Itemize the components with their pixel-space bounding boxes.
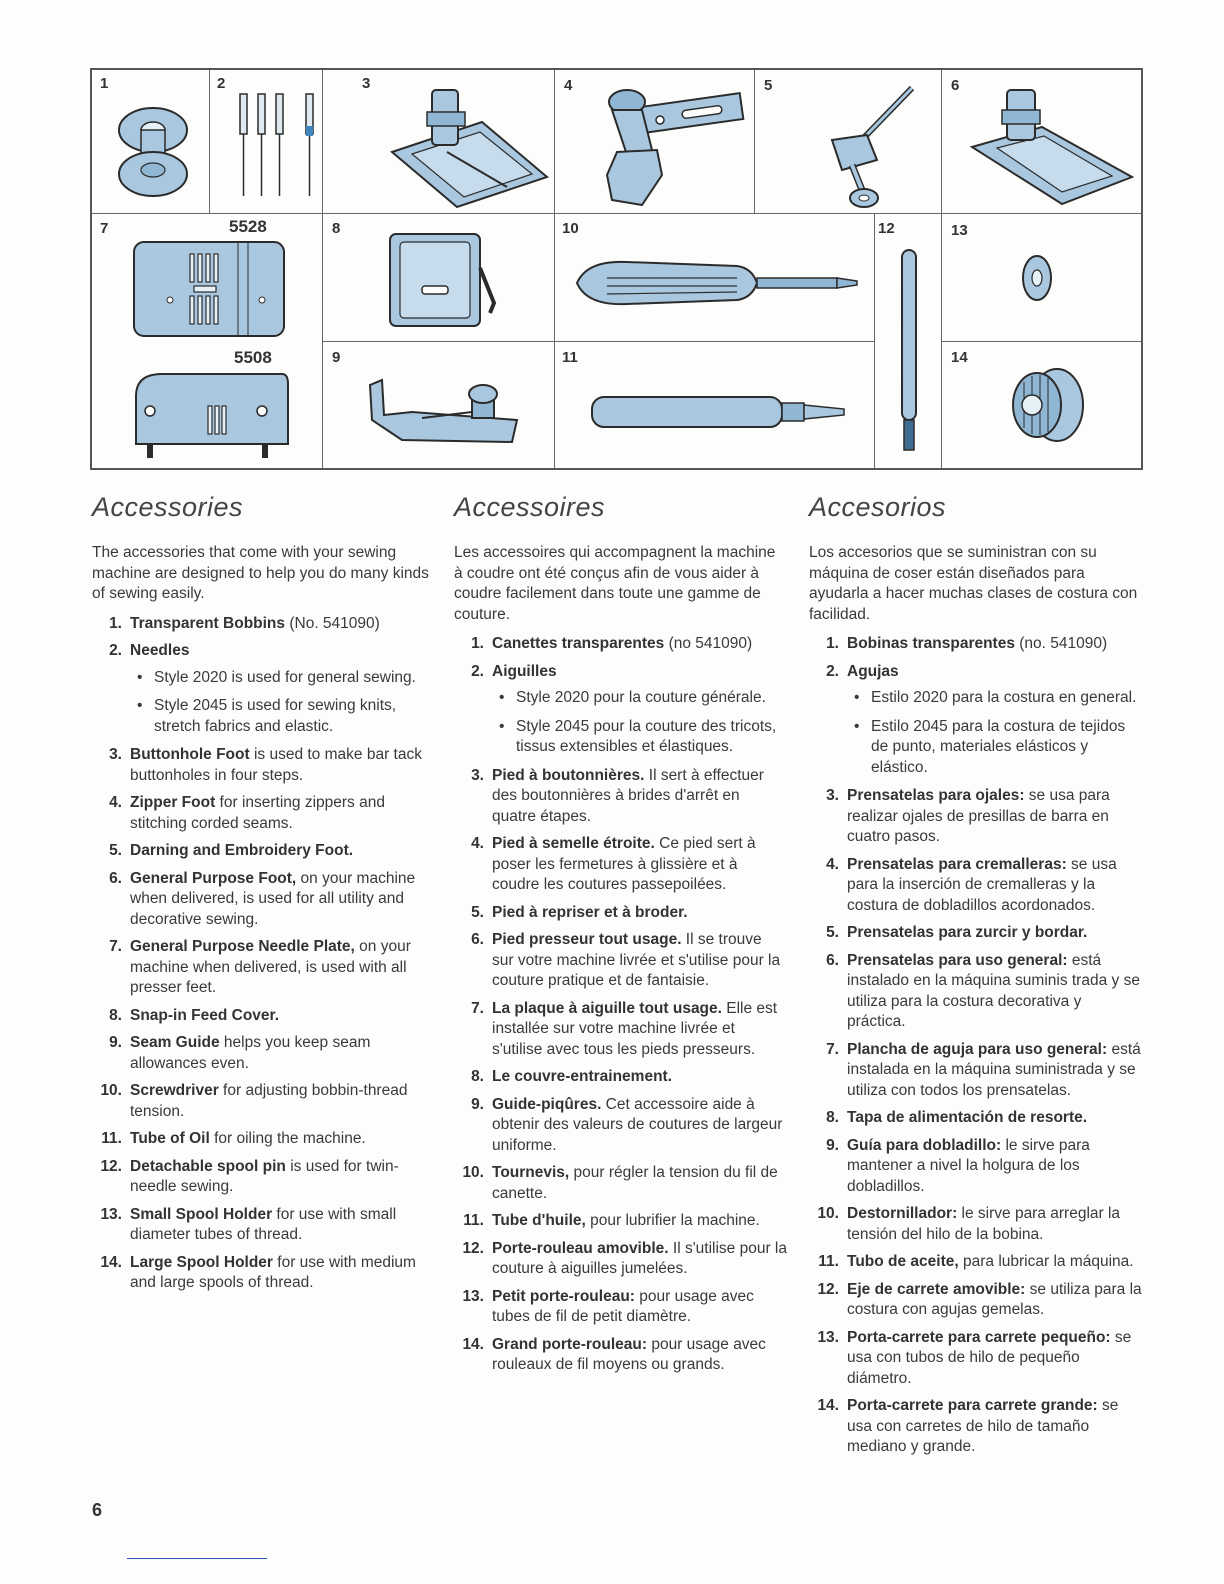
item-title: Small Spool Holder: [130, 1205, 273, 1223]
large-spool-holder-illustration: [1002, 360, 1092, 450]
needle-style-item: [130, 696, 429, 737]
screwdriver-illustration: [567, 248, 867, 318]
needle-style-list: [130, 668, 429, 738]
item-number: 7.: [471, 999, 484, 1017]
item-description: le sirve para arreglar la tensión del hilo de la bobina.: [847, 1205, 1121, 1243]
intro-paragraph: Los accesorios que se suministran con su máquina de coser están diseñados para ayudarla a hacer muchas clases de costura con facilidad.: [809, 544, 1138, 623]
item-number: 9.: [471, 1095, 484, 1113]
item-number: 7.: [826, 1040, 839, 1058]
item-number: 13.: [817, 1328, 839, 1346]
accessory-item: [809, 923, 1143, 944]
item-title: Prensatelas para zurcir y bordar.: [847, 924, 1088, 941]
accessory-item: [92, 1081, 429, 1122]
french-column: [454, 492, 787, 1383]
item-number-8: 8: [332, 220, 341, 237]
item-number: 4.: [109, 794, 122, 811]
item-description: on your machine when delivered, is used for all utility and decorative sewing.: [130, 869, 416, 928]
needle-style-list: [847, 688, 1143, 778]
item-number: 13.: [462, 1287, 484, 1305]
item-number-9: 9: [332, 349, 341, 366]
accessory-item: [809, 1204, 1143, 1245]
item-title: Porta-carrete para carrete pequeño:: [847, 1328, 1111, 1346]
accessory-item: [809, 1108, 1143, 1129]
item-description: is used to make bar tack buttonholes in four steps.: [130, 746, 422, 784]
item-title: Prensatelas para ojales:: [847, 787, 1025, 804]
english-column: [92, 492, 429, 1301]
accessory-item: [92, 1157, 429, 1198]
item-title: Seam Guide: [130, 1034, 220, 1051]
accessory-item: [92, 745, 429, 786]
item-number-12: 12: [878, 220, 895, 237]
item-title: Le couvre-entrainement.: [492, 1068, 673, 1085]
accessory-item: [809, 1136, 1143, 1198]
grid-divider: [554, 341, 874, 342]
item-description: Il s'utilise pour la couture à aiguilles jumelées.: [492, 1239, 787, 1277]
item-title: Buttonhole Foot: [130, 746, 250, 763]
grid-divider: [209, 70, 210, 213]
general-purpose-foot-illustration: [962, 82, 1137, 210]
accessory-item: [454, 1239, 787, 1280]
accessory-item: [809, 1252, 1143, 1273]
accessory-item: [454, 999, 787, 1061]
accessory-item: [809, 1328, 1143, 1390]
item-title: Screwdriver: [130, 1082, 219, 1099]
item-title: Bobinas transparentes: [847, 635, 1015, 652]
accessory-list: [92, 614, 429, 1294]
item-number: 5.: [826, 924, 839, 941]
item-description: le sirve para mantener a nivel la holgura de los dobladillos.: [847, 1136, 1090, 1195]
section-heading: Accessories: [92, 492, 244, 522]
item-description: Il sert à effectuer des boutonnières à brides d'arrêt en quatre étapes.: [492, 766, 764, 825]
accessory-item: [92, 1129, 429, 1150]
item-number: 12.: [817, 1280, 839, 1298]
snap-in-feed-cover-illustration: [382, 228, 517, 333]
bullet-icon: •: [499, 717, 505, 735]
needle-style-item: [492, 717, 787, 758]
item-description: (no 541090): [664, 635, 753, 652]
item-number: 12.: [100, 1157, 122, 1175]
accessory-item: [92, 869, 429, 931]
needle-style-item: [492, 688, 787, 709]
grid-divider: [754, 70, 755, 213]
item-number: 5.: [471, 903, 484, 921]
item-description: is used for twin-needle sewing.: [130, 1157, 399, 1195]
intro-paragraph: Les accessoires qui accompagnent la machine à coudre ont été conçus afin de vous aider à coudre facilement dans toute une gamme de couture.: [454, 544, 776, 623]
item-title: General Purpose Foot,: [130, 869, 297, 887]
item-number: 14.: [817, 1397, 839, 1414]
item-description: Il se trouve sur votre machine livrée et s'utilise pour la couture pratique et de fantaisie.: [492, 931, 781, 989]
item-description: for oiling the machine.: [209, 1130, 366, 1147]
accessory-item: [809, 1280, 1143, 1321]
item-number: 3.: [826, 787, 839, 804]
item-number: 3.: [471, 766, 484, 784]
item-number-2: 2: [217, 75, 226, 92]
bullet-icon: •: [854, 717, 860, 735]
item-description: helps you keep seam allowances even.: [130, 1034, 371, 1072]
item-number: 5.: [109, 842, 122, 859]
needle-plate-illustration: [130, 238, 290, 343]
item-number: 13.: [100, 1205, 122, 1223]
item-description: Elle est installée sur votre machine livrée et s'utilise avec tous les pieds presseurs.: [492, 999, 778, 1058]
item-title: Agujas: [847, 662, 899, 680]
item-number-1: 1: [100, 75, 109, 92]
accessory-item: [92, 1205, 429, 1246]
needle-style-list: [492, 688, 787, 758]
grid-divider: [941, 341, 1141, 342]
feed-cover-illustration: [132, 366, 292, 466]
accessory-item: [454, 834, 787, 896]
item-title: Plancha de aguja para uso general:: [847, 1040, 1108, 1058]
item-description: se usa con tubos de hilo de pequeño diámetro.: [847, 1328, 1132, 1387]
item-number-13: 13: [951, 222, 968, 239]
item-description: for use with medium and large spools of thread.: [130, 1253, 416, 1291]
section-heading: Accesorios: [809, 492, 947, 522]
intro-paragraph: The accessories that come with your sewing machine are designed to help you do many kinds of sewing easily.: [92, 544, 429, 602]
needle-style-text: Style 2020 is used for general sewing.: [154, 668, 416, 686]
needle-style-text: Style 2045 pour la couture des tricots, tissus extensibles et élastiques.: [516, 717, 777, 755]
item-description: pour usage avec tubes de fil de petit diamètre.: [492, 1287, 754, 1325]
accessory-item: [92, 1253, 429, 1294]
buttonhole-foot-illustration: [372, 82, 552, 210]
item-title: Transparent Bobbins: [130, 614, 286, 632]
item-title: Tube of Oil: [130, 1130, 210, 1147]
accessory-item: [454, 634, 787, 655]
accessory-item: [454, 1067, 787, 1088]
bullet-icon: •: [854, 689, 860, 706]
needle-style-item: [847, 717, 1143, 779]
item-number-11: 11: [562, 349, 578, 366]
item-number: 2.: [826, 662, 839, 680]
item-title: Snap-in Feed Cover.: [130, 1006, 280, 1024]
spanish-column: [809, 492, 1143, 1465]
item-description: Cet accessoire aide à obtenir des valeurs de coutures de largeur uniforme.: [492, 1095, 783, 1154]
section-heading: Accessoires: [454, 492, 606, 522]
item-number: 12.: [462, 1239, 484, 1257]
accessory-item: [454, 1211, 787, 1232]
grid-row-divider: [92, 213, 1141, 214]
item-description: on your machine when delivered, is used with all presser feet.: [130, 938, 411, 996]
item-number: 14.: [462, 1335, 484, 1353]
item-number: 11.: [818, 1253, 839, 1270]
item-description: se usa para la inserción de cremalleras y la costura de dobladillos acordonados.: [847, 855, 1117, 914]
item-title: Tubo de aceite,: [847, 1253, 959, 1270]
item-title: Guía para dobladillo:: [847, 1136, 1002, 1154]
feed-cover-code-5508: 5508: [234, 348, 272, 367]
item-description: (No. 541090): [285, 614, 380, 632]
item-title: Porta-carrete para carrete grande:: [847, 1397, 1098, 1414]
item-title: Tube d'huile,: [492, 1212, 586, 1229]
accessory-item: [809, 855, 1143, 917]
accessory-item: [454, 1335, 787, 1376]
item-number: 1.: [109, 614, 122, 632]
needle-style-text: Style 2020 pour la couture générale.: [516, 689, 766, 706]
item-title: Pied à repriser et à broder.: [492, 903, 688, 921]
item-title: Darning and Embroidery Foot.: [130, 842, 354, 859]
accessory-item: [454, 1095, 787, 1157]
item-number: 11.: [463, 1212, 484, 1229]
item-description: for inserting zippers and stitching corded seams.: [130, 794, 385, 832]
item-title: Guide-piqûres.: [492, 1095, 602, 1113]
accessory-item: [809, 662, 1143, 779]
item-number: 10.: [100, 1082, 122, 1099]
accessory-item: [809, 634, 1143, 655]
item-title: Zipper Foot: [130, 794, 216, 811]
item-number-6: 6: [951, 77, 960, 94]
grid-divider: [322, 70, 323, 468]
item-number: 1.: [471, 635, 484, 652]
item-number-4: 4: [564, 77, 573, 94]
accessory-item: [454, 662, 787, 758]
item-description: se utiliza para la costura con agujas gemelas.: [847, 1280, 1142, 1318]
bullet-icon: •: [137, 697, 143, 714]
item-description: para lubricar la máquina.: [958, 1253, 1134, 1270]
item-number: 1.: [826, 635, 839, 652]
item-title: Petit porte-rouleau:: [492, 1287, 635, 1305]
item-description: se usa con carretes de hilo de tamaño mediano y grande.: [847, 1397, 1119, 1455]
accessory-item: [454, 1287, 787, 1328]
accessory-item: [454, 1163, 787, 1204]
item-title: Aiguilles: [492, 662, 557, 680]
item-description: pour usage avec rouleaux de fil moyens ou grands.: [492, 1335, 766, 1373]
item-description: (no. 541090): [1014, 635, 1108, 652]
item-number-14: 14: [951, 349, 968, 366]
item-number: 3.: [109, 746, 122, 763]
item-title: Eje de carrete amovible:: [847, 1280, 1026, 1298]
needle-plate-code-5528: 5528: [229, 217, 267, 236]
accessory-item: [92, 614, 429, 635]
accessory-item: [92, 1033, 429, 1074]
seam-guide-illustration: [362, 370, 537, 460]
accessory-list: [809, 634, 1143, 1458]
item-description: for adjusting bobbin-thread tension.: [130, 1082, 408, 1120]
accessory-item: [454, 930, 787, 992]
item-number-3: 3: [362, 75, 371, 92]
item-title: Canettes transparentes: [492, 635, 665, 652]
item-number: 2.: [471, 662, 484, 680]
zipper-foot-illustration: [572, 80, 752, 210]
grid-divider: [941, 70, 942, 468]
accessory-item: [809, 786, 1143, 848]
item-number: 14.: [100, 1253, 122, 1271]
item-title: Prensatelas para uso general:: [847, 951, 1068, 969]
item-number-10: 10: [562, 220, 579, 237]
item-title: Grand porte-rouleau:: [492, 1335, 648, 1353]
needle-style-item: [847, 688, 1143, 709]
item-number: 8.: [471, 1068, 484, 1085]
item-description: pour régler la tension du fil de canette.: [492, 1164, 778, 1202]
accessory-item: [92, 1006, 429, 1027]
item-title: Detachable spool pin: [130, 1157, 286, 1175]
grid-divider: [554, 70, 555, 468]
item-number: 10.: [817, 1205, 839, 1222]
grid-divider: [322, 341, 554, 342]
needle-style-text: Estilo 2045 para la costura de tejidos de punto, materiales elásticos y elástico.: [871, 717, 1126, 776]
item-description: pour lubrifier la machine.: [585, 1212, 760, 1229]
item-title: Tapa de alimentación de resorte.: [847, 1109, 1088, 1126]
item-description: for use with small diameter tubes of thread.: [130, 1205, 397, 1243]
item-number: 4.: [471, 835, 484, 852]
accessory-item: [92, 841, 429, 862]
page-number: 6: [92, 1500, 103, 1520]
needle-style-text: Style 2045 is used for sewing knits, stretch fabrics and elastic.: [154, 697, 397, 735]
accessory-item: [454, 766, 787, 828]
item-number-7: 7: [100, 220, 109, 237]
detachable-spool-pin-illustration: [895, 242, 925, 462]
accessory-item: [92, 937, 429, 999]
item-number: 9.: [109, 1034, 122, 1051]
item-description: Ce pied sert à poser les fermetures à glissière et à coudre les coutures passepoilées.: [492, 835, 756, 893]
item-title: Needles: [130, 642, 190, 659]
item-number: 9.: [826, 1136, 839, 1154]
needles-illustration: [232, 88, 317, 200]
item-title: Prensatelas para cremalleras:: [847, 855, 1067, 873]
item-title: La plaque à aiguille tout usage.: [492, 999, 722, 1017]
grid-divider: [874, 213, 875, 468]
needle-style-text: Estilo 2020 para la costura en general.: [871, 689, 1137, 706]
accessory-item: [454, 903, 787, 924]
small-spool-holder-illustration: [1017, 248, 1057, 308]
item-number: 10.: [462, 1164, 484, 1181]
item-number: 7.: [109, 938, 122, 955]
item-description: está instalado en la máquina suminis trada y se utiliza para la costura decorativa y práctica.: [847, 951, 1140, 1030]
item-title: Pied à semelle étroite.: [492, 835, 655, 852]
darning-foot-illustration: [792, 80, 932, 210]
item-title: Porte-rouleau amovible.: [492, 1239, 669, 1257]
accessory-item: [809, 1040, 1143, 1102]
accessory-item: [809, 951, 1143, 1033]
item-title: Pied à boutonnières.: [492, 766, 645, 784]
bullet-icon: •: [137, 668, 143, 686]
needle-style-item: [130, 668, 429, 689]
item-number: 6.: [471, 931, 484, 948]
item-title: Large Spool Holder: [130, 1253, 273, 1271]
accessory-item: [92, 793, 429, 834]
item-title: Pied presseur tout usage.: [492, 931, 682, 948]
item-description: está instalada en la máquina suministrada y se utiliza con todos los prensatelas.: [847, 1040, 1141, 1099]
footer-rule: [127, 1558, 267, 1559]
accessory-item: [809, 1396, 1143, 1458]
bobbin-illustration: [108, 92, 198, 207]
item-description: se usa para realizar ojales de presillas de barra en cuatro pasos.: [847, 787, 1110, 845]
accessory-list: [454, 634, 787, 1376]
item-number: 8.: [826, 1109, 839, 1126]
accessories-illustration-grid: [90, 68, 1143, 470]
item-title: General Purpose Needle Plate,: [130, 938, 355, 955]
item-number-5: 5: [764, 77, 773, 94]
item-number: 11.: [101, 1130, 122, 1147]
bullet-icon: •: [499, 689, 505, 706]
oil-tube-illustration: [582, 385, 862, 440]
accessory-item: [92, 641, 429, 737]
item-number: 4.: [826, 855, 839, 873]
item-title: Destornillador:: [847, 1205, 958, 1222]
item-number: 6.: [109, 869, 122, 887]
item-number: 8.: [109, 1006, 122, 1024]
item-number: 6.: [826, 951, 839, 969]
item-title: Tournevis,: [492, 1164, 570, 1181]
item-number: 2.: [109, 642, 122, 659]
